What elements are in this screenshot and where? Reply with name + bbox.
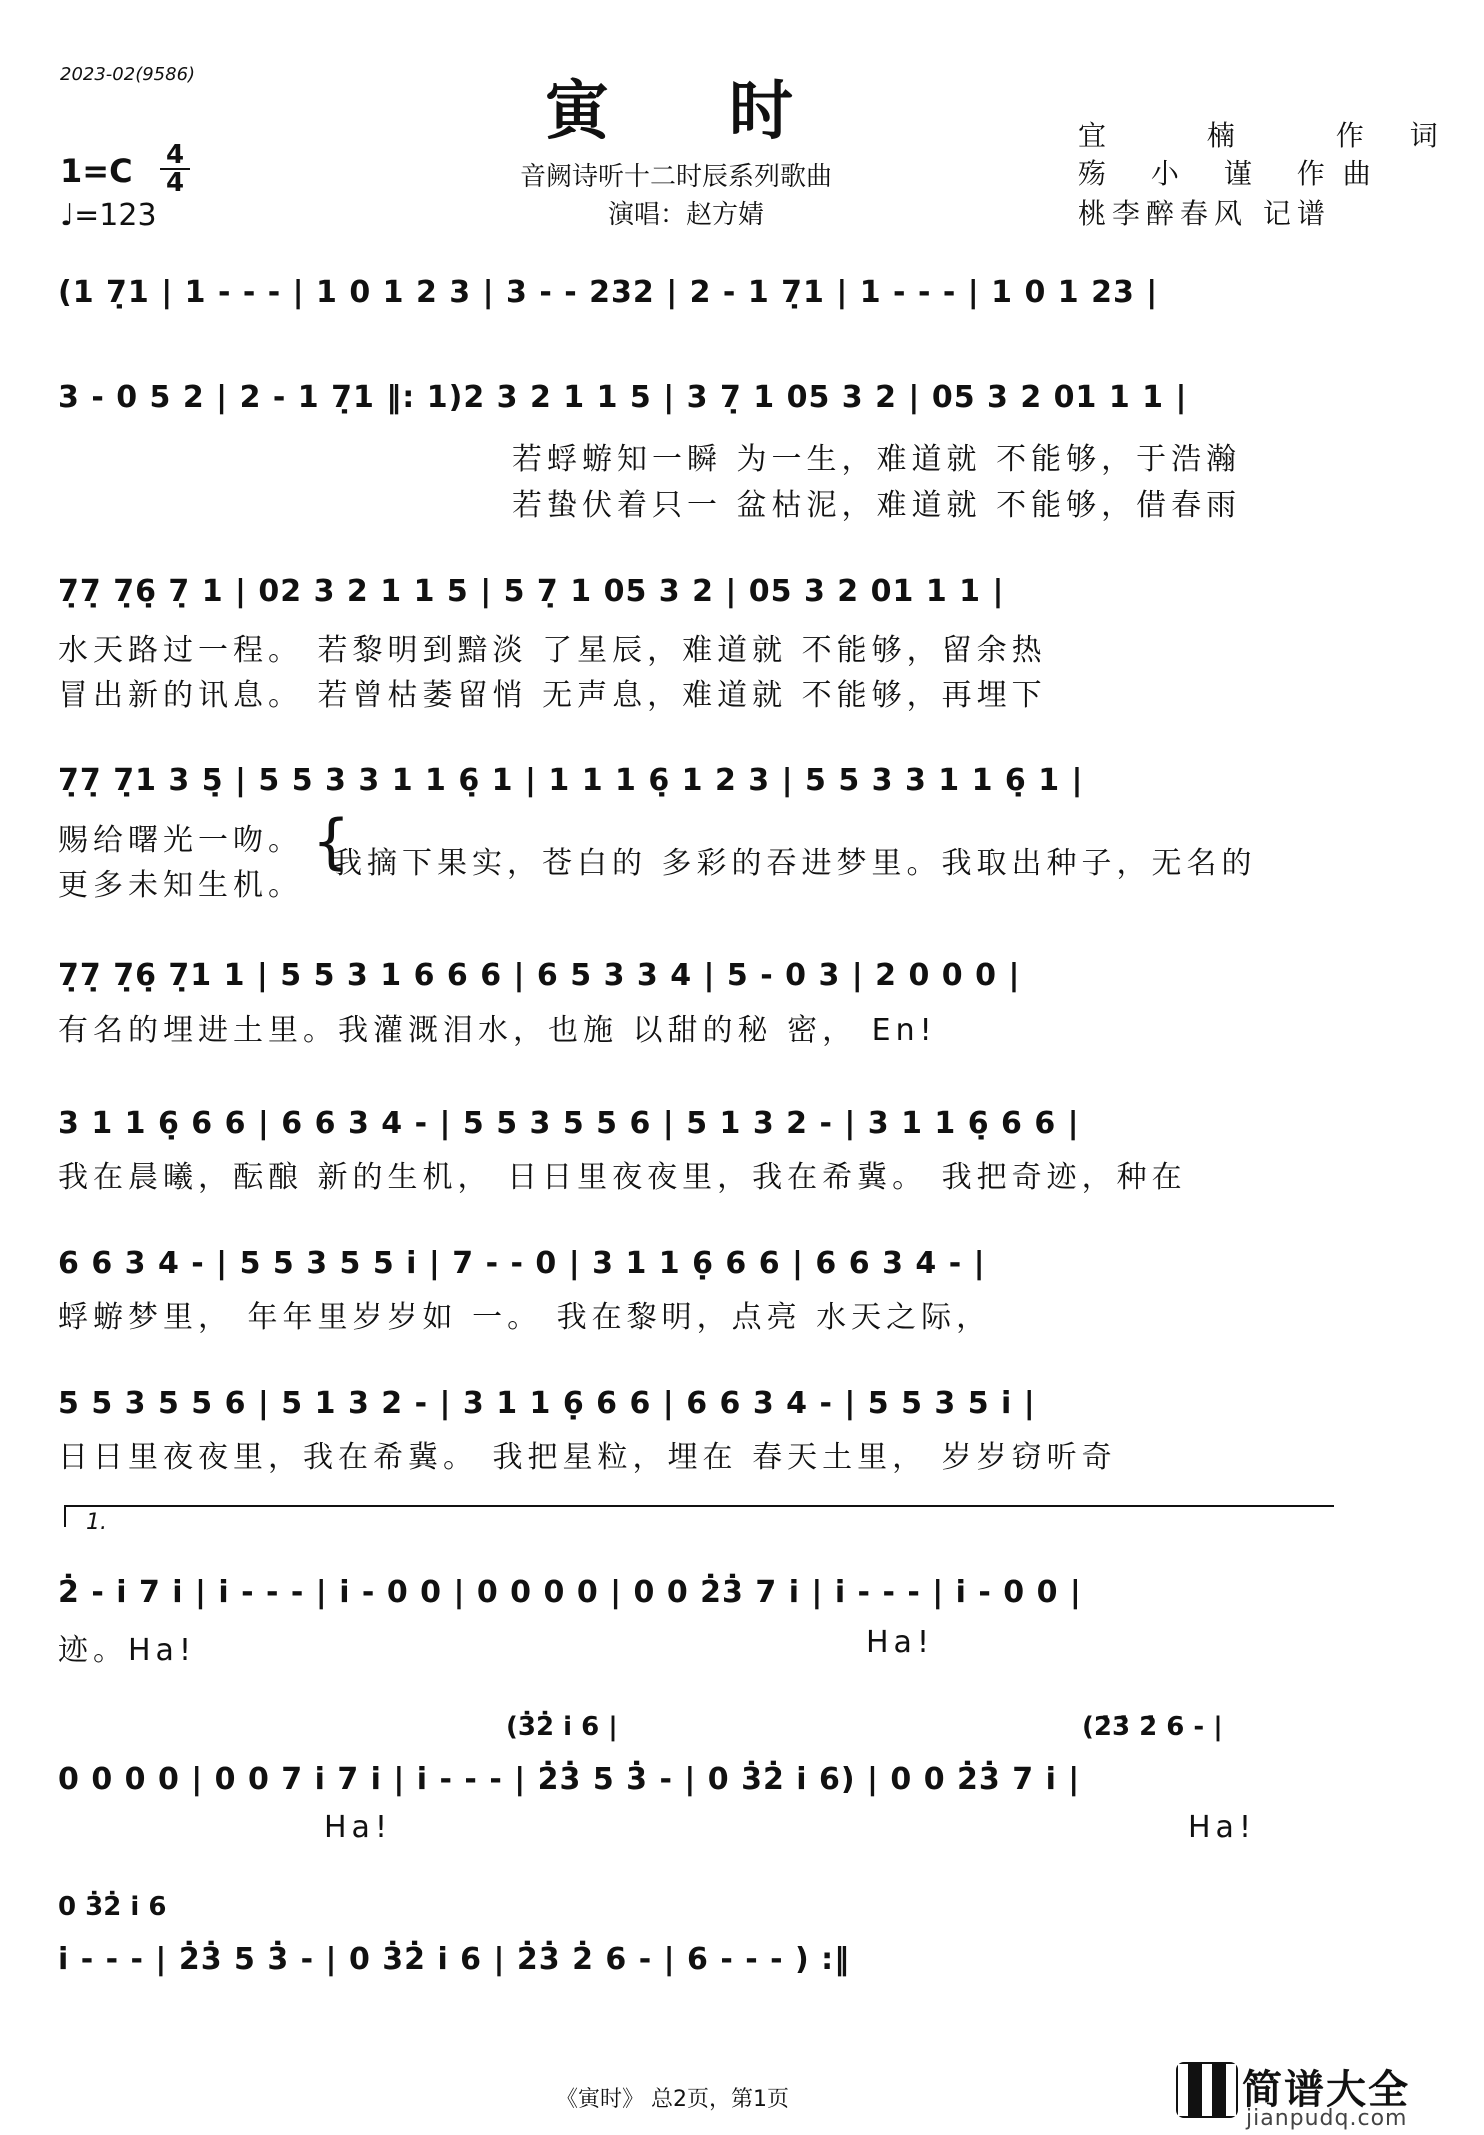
system-10-notes: 0 0 0 0 | 0 0 7 i 7 i | i - - - | 2̇3̇ 5 3̇ - | 0 3̇2̇ i 6) | 0 0 2̇3̇ 7 i |	[58, 1762, 1081, 1797]
system-7-lyric: 蜉蝣梦里， 年年里岁岁如 一。 我在黎明，点亮 水天之际，	[58, 1300, 992, 1335]
song-title: 寅时	[545, 74, 913, 149]
time-signature	[160, 142, 190, 196]
system-4-lyric-shared: 我摘下果实，苍白的 多彩的吞进梦里。我取出种子，无名的	[332, 846, 1257, 881]
tempo-marking: ♩=123	[60, 198, 157, 233]
lyricist-credit: 宜 楠 作词	[1078, 119, 1484, 152]
system-3-lyric-verse-1: 水天路过一程。 若黎明到黯淡 了星辰，难道就 不能够，留余热	[58, 633, 1047, 668]
system-10-lyric-1: Ha!	[324, 1810, 392, 1845]
volta-bracket	[64, 1505, 1334, 1527]
system-10-lyric-2: Ha!	[1188, 1810, 1256, 1845]
transcriber-credit: 桃李醉春风 记谱	[1078, 197, 1331, 230]
system-8-notes: 5 5 3 5 5 6 | 5 1 3 2 - | 3 1 1 6̣ 6 6 | 6 6 3 4 - | 5 5 3 5 i |	[58, 1386, 1036, 1421]
system-6-notes: 3 1 1 6̣ 6 6 | 6 6 3 4 - | 5 5 3 5 5 6 | 5 1 3 2 - | 3 1 1 6̣ 6 6 |	[58, 1106, 1080, 1141]
verse-brace: {	[312, 807, 351, 877]
system-6-lyric: 我在晨曦，酝酿 新的生机， 日日里夜夜里，我在希冀。 我把奇迹，种在	[58, 1160, 1187, 1195]
key-signature: 1=C	[60, 152, 133, 190]
system-4-lyric-verse-2: 更多未知生机。	[58, 868, 303, 903]
song-subtitle: 音阙诗听十二时辰系列歌曲	[520, 162, 833, 192]
system-5-notes: 7̣7̣ 7̣6̣ 7̣1 1 | 5 5 3 1 6 6 6 | 6 5 3 3 4 | 5 - 0 3 | 2 0 0 0 |	[58, 958, 1021, 993]
system-10-upper-2: (2̇3̇ 2̇ 6 - |	[1082, 1712, 1223, 1742]
system-2-notes: 3 - 0 5 2 | 2 - 1 7̣1 ‖: 1)2 3 2 1 1 5 | 3 7̣ 1 05 3 2 | 05 3 2 01 1 1 |	[58, 380, 1188, 415]
system-2-lyric-verse-2: 若蛰伏着只一 盆枯泥，难道就 不能够，借春雨	[512, 488, 1242, 523]
system-11-notes: i - - - | 2̇3̇ 5 3̇ - | 0 3̇2̇ i 6 | 2̇3̇ 2̇ 6 - | 6 - - - ) :‖	[58, 1942, 851, 1977]
system-2-lyric-verse-1: 若蜉蝣知一瞬 为一生，难道就 不能够，于浩瀚	[512, 442, 1242, 477]
time-signature-value: 4 4	[160, 142, 190, 196]
site-logo	[1176, 2058, 1412, 2130]
singer-credit: 演唱：赵方婧	[608, 200, 765, 230]
system-3-notes: 7̣7̣ 7̣6̣ 7̣ 1 | 02 3 2 1 1 5 | 5 7̣ 1 05 3 2 | 05 3 2 01 1 1 |	[58, 574, 1005, 609]
system-11-upper: 0 3̇2̇ i 6	[58, 1892, 167, 1922]
page-footer: 《寅时》 总2页，第1页	[556, 2087, 789, 2112]
system-9-lyric-1: 迹。Ha!	[58, 1633, 196, 1668]
system-9-notes: 2̇ - i 7 i | i - - - | i - 0 0 | 0 0 0 0 | 0 0 2̇3̇ 7 i | i - - - | i - 0 0 |	[58, 1575, 1082, 1610]
logo-name: 简谱大全	[1242, 2067, 1410, 2113]
system-3-lyric-verse-2: 冒出新的讯息。 若曾枯萎留悄 无声息，难道就 不能够，再埋下	[58, 678, 1047, 713]
system-5-lyric: 有名的埋进土里。我灌溉泪水，也施 以甜的秘 密， En!	[58, 1013, 937, 1048]
system-7-notes: 6 6 3 4 - | 5 5 3 5 5 i | 7 - - 0 | 3 1 1 6̣ 6 6 | 6 6 3 4 - |	[58, 1246, 986, 1281]
system-4-notes: 7̣7̣ 7̣1 3 5̣ | 5 5 3 3 1 1 6̣ 1 | 1 1 1 6̣ 1 2 3 | 5 5 3 3 1 1 6̣ 1 |	[58, 763, 1084, 798]
sheet-code: 2023-02(9586)	[60, 64, 196, 85]
logo-url: jianpudq.com	[1246, 2106, 1408, 2131]
system-8-lyric: 日日里夜夜里，我在希冀。 我把星粒，埋在 春天土里， 岁岁窃听奇	[58, 1440, 1117, 1475]
system-4-lyric-verse-1: 赐给曙光一吻。	[58, 823, 303, 858]
system-1-notes: (1 7̣1 | 1 - - - | 1 0 1 2 3 | 3 - - 232 | 2 - 1 7̣1 | 1 - - - | 1 0 1 23 |	[58, 275, 1159, 310]
system-9-lyric-2: Ha!	[866, 1625, 934, 1660]
piano-icon	[1176, 2062, 1238, 2118]
composer-credit: 殇 小 谨 作曲	[1078, 157, 1389, 190]
volta-number: 1.	[86, 1510, 107, 1535]
system-10-upper-1: (3̇2̇ i 6 |	[506, 1712, 618, 1742]
